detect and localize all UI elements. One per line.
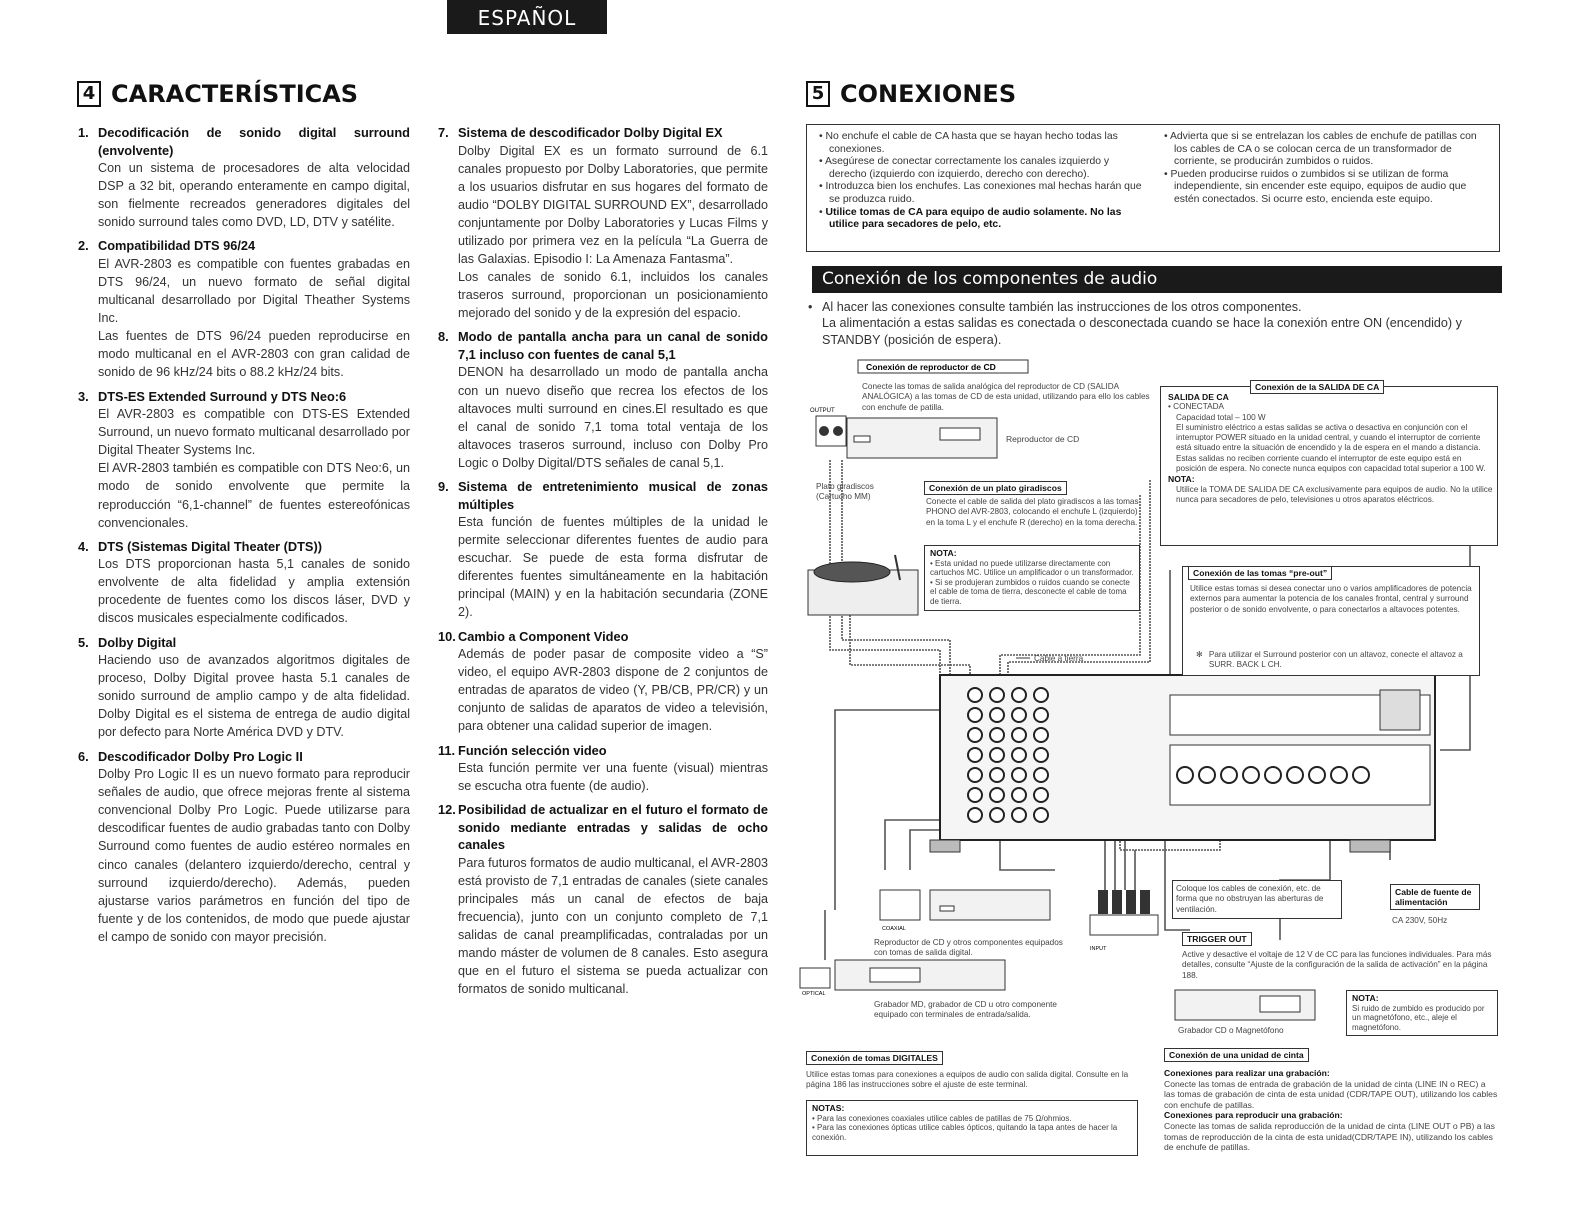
receiver-rear-panel — [930, 675, 1435, 852]
feature-item — [438, 801, 768, 998]
turntable-caption: Plato giradiscos (Cartucho MM) — [816, 482, 874, 502]
feature-body: El AVR-2803 es compatible con DTS-ES Extended Surround, un nuevo formato multicanal desarrollado por Digital Theater Systems Inc. — [98, 407, 410, 458]
digital-source-caption: Reproductor de CD y otros componentes equipados con tomas de salida digital. — [874, 938, 1063, 958]
preout-jack — [1177, 767, 1193, 783]
input-jack — [990, 728, 1004, 742]
digital-notas-box — [806, 1100, 1138, 1156]
ground-cable-label: Cable a tierra — [1034, 654, 1084, 663]
play-title: Conexiones para reproducir una grabación: — [1164, 1110, 1343, 1121]
feature-title: 7. Sistema de descodificador Dolby Digital EX — [438, 125, 723, 140]
ac-out-capacity: Capacidad total – 100 W — [1176, 412, 1266, 422]
warning-item: • No enchufe el cable de CA hasta que se hayan hecho todas las conexiones. — [819, 131, 1118, 155]
section-4-heading — [77, 80, 358, 108]
input-jack — [968, 688, 982, 702]
features-column-left — [78, 124, 410, 952]
preout-jack — [1199, 767, 1215, 783]
ac-nota-text: Utilice la TOMA DE SALIDA DE CA exclusivamente para equipos de audio. No la utilice nunca para secadores de pelo, televisiones u otros aparatos eléctricos. — [1176, 484, 1493, 504]
cd-player-label: Reproductor de CD — [1006, 434, 1080, 444]
input-jack — [1012, 748, 1026, 762]
cd-connection-label: Conexión de reproductor de CD — [866, 362, 996, 372]
feature-body: Haciendo uso de avanzados algoritmos digitales de proceso, Dolby Digital provee hasta 5.1 canales de sonido surround de amplio campo y de alta fidelidad. Dolby Digital es el sistema de entrega de audio digital por defecto para Norte América DVD y DTV. — [98, 653, 410, 740]
warning-item: • Utilice tomas de CA para equipo de audio solamente. No las utilice para secadores de pelo, etc. — [819, 206, 1122, 231]
md-recorder-caption: Grabador MD, grabador de CD u otro componente equipado con terminales de entrada/salida. — [874, 1000, 1057, 1020]
section-5-title: CONEXIONES — [840, 80, 1017, 108]
turntable-icon — [808, 555, 918, 615]
feature-item — [78, 748, 410, 946]
feature-item — [438, 124, 768, 322]
feature-body-2: Las fuentes de DTS 96/24 pueden reproducirse en modo multicanal en el AVR-2803 con gran calidad de sonido de 96 kHz/24 bits o 88.2 kHz/24 bits. — [98, 329, 410, 380]
play-text: Conecte las tomas de salida reproducción de la unidad de cinta (LINE OUT o PB) a las tomas de reproducción de la cinta de esta unidad(CDR/TAPE IN), utilizando los cables de enchufe de patillas. — [1164, 1120, 1495, 1153]
feature-item — [438, 742, 768, 796]
digital-connection-text: Utilice estas tomas para conexiones a equipos de audio con salida digital. Consulte en la página 186 las instrucciones sobre el ajuste de este terminal. — [806, 1070, 1129, 1090]
intro-notes: • Al hacer las conexiones consulte también las instrucciones de los otros componentes. La alimentación a estas salidas es conectada o desconectada cuando se hace la conexión entre ON (encendido) y STANDBY (posición de espera). — [808, 299, 1498, 348]
input-jack — [1012, 808, 1026, 822]
feature-body: El AVR-2803 es compatible con fuentes grabadas en DTS 96/24, un nuevo formato de señal digital multicanal desarrollado por Digital Theather Systems Inc. — [98, 256, 410, 326]
turntable-nota-title: NOTA: — [930, 548, 957, 558]
intro-line-2: La alimentación a estas salidas es conectada o desconectada cuando se hace la conexión entre ON (encendido) y STANDBY (posición de espera). — [822, 316, 1462, 347]
feature-title: 5. Dolby Digital — [78, 634, 177, 650]
feature-body: Esta función de fuentes múltiples de la unidad le permite seleccionar diferentes fuentes de audio para escuchar. Se puede de esta forma disfrutar de diferentes fuentes simultáneamente en la habitación principal (MAIN) y en la habitación secundaria (ZONE 2). — [458, 515, 768, 620]
warnings-box — [806, 124, 1500, 252]
ac-out-text: El suministro eléctrico a estas salidas se activa o desactiva en conjunción con el interruptor POWER situado en la unidad central, y cuando el interruptor de corriente está situado entre la situación de encendido y la de espera en el mando a distancia. — [1176, 422, 1481, 453]
feature-item — [78, 634, 410, 742]
feature-item — [438, 328, 768, 472]
ac-out-label: Conexión de la SALIDA DE CA — [1250, 380, 1384, 394]
input-jack — [1034, 708, 1048, 722]
tape-connection-text — [1164, 1068, 1498, 1153]
ventilation-note: Coloque los cables de conexión, etc. de forma que no obstruyan las aberturas de ventilación. — [1172, 880, 1342, 919]
cd-output-label: OUTPUT — [810, 408, 835, 414]
feature-item — [78, 388, 410, 532]
input-jack — [1034, 808, 1048, 822]
input-jack — [1012, 688, 1026, 702]
input-jack — [968, 808, 982, 822]
tape-input-label: INPUT — [1090, 946, 1107, 952]
feature-title: 10. Cambio a Component Video — [438, 628, 629, 644]
digital-nota-2: • Para las conexiones ópticas utilice cables ópticos, quitando la tapa antes de hacer la conexión. — [812, 1123, 1118, 1142]
input-jack — [990, 788, 1004, 802]
feature-body: DENON ha desarrollado un modo de pantalla ancha con un nuevo diseño que recrea los efectos de los altavoces multi surround en cines.El resultado es que el canal de sonido 7,1 toma total ventaja de los altavoces traseros surround, incluso con Dolby Pro Logic o Dolby Digital/DTS señales de canal 5,1. — [458, 365, 768, 470]
warning-item: • Advierta que si se entrelazan los cables de enchufe de patillas con los cables de CA o se colocan cerca de un transformador de corriente, se producirán zumbidos o ruidos. — [1164, 131, 1477, 168]
input-jack — [990, 768, 1004, 782]
ac-out-bullet: • CONECTADA — [1168, 402, 1224, 412]
feature-title: 1. Decodificación de sonido digital surround (envolvente) — [78, 125, 410, 158]
section-5-number: 5 — [806, 81, 830, 107]
hum-nota-text: Si ruido de zumbido es producido por un magnetófono, etc., aleje el magnetófono. — [1352, 1003, 1485, 1032]
input-jack — [968, 728, 982, 742]
hum-nota-title: NOTA: — [1352, 993, 1379, 1003]
cd-connection-text: Conecte las tomas de salida analógica del reproductor de CD (SALIDA ANALÓGICA) a las tomas de CD de esta unidad, utilizando para ello los cables con enchufe de patilla. — [862, 382, 1150, 412]
input-jack — [968, 788, 982, 802]
asterisk-icon: ✻ — [1196, 650, 1203, 659]
input-jack — [990, 748, 1004, 762]
ac-out-content — [1168, 392, 1493, 505]
turntable-nota-1: • Esta unidad no puede utilizarse directamente con cartuchos MC. Utilice un amplificador o un transformador. — [930, 558, 1134, 578]
input-jack — [968, 768, 982, 782]
preout-jack — [1265, 767, 1281, 783]
preout-jack — [1243, 767, 1259, 783]
trigger-out-text: Active y desactive el voltaje de 12 V de CC para las funciones individuales. Para más detalles, consulte “Ajuste de la configuración de la salida de activación” en la página 188. — [1182, 950, 1492, 980]
tape-connection-label: Conexión de una unidad de cinta — [1164, 1048, 1309, 1062]
features-column-middle — [438, 124, 768, 1004]
tape-deck-caption: Grabador CD o Magnetófono — [1178, 1026, 1284, 1035]
section-5-heading — [806, 80, 1016, 108]
power-cable-label: Cable de fuente de alimentación — [1390, 884, 1480, 910]
input-jack — [1012, 708, 1026, 722]
feature-body-2: El AVR-2803 también es compatible con DTS Neo:6, un modo de sonido envolvente que permite la reproducción “6,1-channel” de fuentes estereofónicas convencionales. — [98, 461, 410, 530]
optical-label: OPTICAL — [802, 991, 826, 997]
feature-item — [78, 237, 410, 381]
input-jack — [968, 748, 982, 762]
warning-item: • Pueden producirse ruidos o zumbidos si se utilizan de forma independiente, sin encender este equipo, equipos de audio que estén conectados. Si ocurre esto, encienda este equipo. — [1164, 168, 1467, 205]
feature-item — [78, 124, 410, 231]
feature-body-2: Los canales de sonido 6.1, incluidos los canales traseros surround, proporcionan un posicionamiento mejorado del sonido y de la expresión del espacio. — [458, 270, 768, 321]
feature-item — [438, 628, 768, 736]
preout-jack — [1331, 767, 1347, 783]
feature-body: Además de poder pasar de composite video a “S” video, el equipo AVR-2803 dispone de 2 conjuntos de entradas de aparatos de video (Y, PB/CB, PR/CR) y un conjunto de salidas de aparatos de video a televisión, para obtener una calidad superior de imagen. — [458, 647, 768, 734]
warning-item: • Introduzca bien los enchufes. Las conexiones mal hechas harán que se produzca ruido. — [819, 181, 1142, 205]
warnings-list-right — [1164, 131, 1487, 245]
digital-nota-1: • Para las conexiones coaxiales utilice cables de patillas de 75 Ω/ohmios. — [812, 1113, 1072, 1123]
preout-jack — [1287, 767, 1303, 783]
feature-body: Los DTS proporcionan hasta 5,1 canales de sonido envolvente de alta fidelidad y amplia extensión procedente de fuentes como los discos láser, DVD y discos musicales especialmente codificados. — [98, 557, 410, 626]
input-jack — [1012, 728, 1026, 742]
section-4-title: CARACTERÍSTICAS — [111, 80, 359, 108]
preout-jack — [1353, 767, 1369, 783]
trigger-out-label: TRIGGER OUT — [1182, 932, 1252, 946]
feature-title: 11. Función selección video — [438, 742, 607, 758]
warning-item: • Asegúrese de conectar correctamente los canales izquierdo y derecho (izquierdo con izquierdo, derecho con derecho). — [819, 156, 1110, 180]
feature-title: 3. DTS-ES Extended Surround y DTS Neo:6 — [78, 388, 347, 404]
coaxial-label: COAXIAL — [882, 926, 906, 932]
input-jack — [1012, 788, 1026, 802]
preout-label: Conexión de las tomas “pre-out” — [1188, 566, 1332, 580]
input-jack — [1034, 688, 1048, 702]
feature-title: 2. Compatibilidad DTS 96/24 — [78, 238, 256, 254]
input-jack — [1034, 788, 1048, 802]
ac-out-text-2: Estas salidas no reciben corriente cuando el interruptor de este equipo está en posición de espera. No conecte nunca equipos con capacidad total superior a 100 W. — [1176, 453, 1486, 474]
turntable-connection-text: Conecte el cable de salida del plato giradiscos a las tomas PHONO del AVR-2803, colocando el enchufe L (izquierdo) en la toma L y el enchufe R (derecho) en la toma derecha. — [926, 497, 1139, 527]
feature-body: Para futuros formatos de audio multicanal, el AVR-2803 está provisto de 7,1 entradas de canales (siete canales principales más un canal de efectos de baja frecuencia), junto con un conjunto completo de 7,1 salidas de canal preamplificadas, contraladas por un mando máster de volumen de 8 canales. Esto asegura que en el futuro el sistema se pueda actualizar con formatos de sonido multicanal. — [458, 855, 768, 997]
audio-components-band: Conexión de los componentes de audio — [812, 266, 1502, 293]
feature-title: 9. Sistema de entretenimiento musical de zonas múltiples — [438, 479, 768, 512]
preout-jack — [1309, 767, 1325, 783]
turntable-nota-box — [924, 545, 1140, 611]
section-4-number: 4 — [77, 81, 101, 107]
feature-body: Dolby Pro Logic II es un nuevo formato para reproducir señales de audio, que ofrece mejoras frente al sistema convencional Dolby Pro Logic. Puede utilizarse para descodificar fuentes de audio grabadas tanto con Dolby Surround como fuentes de audio estéreo normales en cinco canales (delantero izquierdo/derecho, central y surround izquierdo/derecho). Además, pueden ajustarse varios parámetros en función del tipo de fuente y de los contenidos, de modo que puede ajustar el campo de sonido con mayor precisión. — [98, 767, 410, 944]
input-jack — [1034, 768, 1048, 782]
preout-note: ✻ Para utilizar el Surround posterior con un altavoz, conecte el altavoz a SURR. BACK L CH. — [1196, 650, 1463, 670]
feature-item — [78, 538, 410, 628]
digital-notas-title: NOTAS: — [812, 1103, 845, 1113]
language-tab: ESPAÑOL — [447, 0, 607, 34]
input-jack — [990, 688, 1004, 702]
input-jack — [1012, 768, 1026, 782]
preout-text: Utilice estas tomas si desea conectar uno o varios amplificadores de potencia externos para aumentar la potencia de los canales frontal, central y surround posterior o de sonido envolvente, o para conectarlos a altavoces potentes. — [1190, 584, 1472, 614]
digital-connection-label: Conexión de tomas DIGITALES — [806, 1051, 943, 1065]
rec-text: Conecte las tomas de entrada de grabación de la unidad de cinta (LINE IN o REC) a las tomas de grabación de cinta de esta unidad (CDR/TAPE OUT), utilizando los cables con enchufe de patillas. — [1164, 1078, 1498, 1110]
feature-title: 6. Descodificador Dolby Pro Logic II — [78, 748, 303, 764]
feature-body: Con un sistema de procesadores de alta velocidad DSP a 32 bit, operando enteramente en campo digital, son fielmente recreados generadores digitales del sonido surround tales como DVD, LD, DTV y satélite. — [98, 161, 410, 230]
feature-title: 12. Posibilidad de actualizar en el futuro el formato de sonido mediante entradas y salidas de ocho canales — [438, 802, 768, 853]
ac-out-title: SALIDA DE CA — [1168, 392, 1229, 402]
rec-title: Conexiones para realizar una grabación: — [1164, 1068, 1330, 1078]
feature-item — [438, 478, 768, 622]
turntable-nota-2: • Si se produjeran zumbidos o ruidos cuando se conecte el cable de toma de tierra, desconecte el cable de toma de tierra. — [930, 577, 1130, 606]
input-jack — [1034, 748, 1048, 762]
input-jack — [968, 708, 982, 722]
intro-line-1: Al hacer las conexiones consulte también las instrucciones de los otros componentes. — [822, 300, 1302, 314]
warnings-list-left — [819, 131, 1142, 245]
feature-body: Dolby Digital EX es un formato surround de 6.1 canales propuesto por Dolby Laboratories, que permite a los usuarios disfrutar en sus hogares del formato de audio “DOLBY DIGITAL SURROUND EX”, desarrollado conjuntamente por Dolby Laboratories y Lucas Films y utilizado por primera vez en la película “La Guerra de las Galaxias. Episodio I: La Amenaza Fantasma”. — [458, 143, 768, 267]
preout-jack — [1221, 767, 1237, 783]
feature-title: 4. DTS (Sistemas Digital Theater (DTS)) — [78, 538, 322, 554]
input-jack — [990, 708, 1004, 722]
hum-nota-box — [1346, 990, 1498, 1036]
input-jack — [1034, 728, 1048, 742]
power-spec: CA 230V, 50Hz — [1392, 916, 1448, 925]
turntable-connection-label: Conexión de un plato giradiscos — [924, 481, 1067, 495]
input-jack — [990, 808, 1004, 822]
feature-title: 8. Modo de pantalla ancha para un canal de sonido 7,1 incluso con fuentes de canal 5,1 — [438, 329, 768, 362]
feature-body: Esta función permite ver una fuente (visual) mientras se escucha otra fuente (de audio). — [458, 761, 768, 794]
ac-nota-title: NOTA: — [1168, 474, 1195, 485]
